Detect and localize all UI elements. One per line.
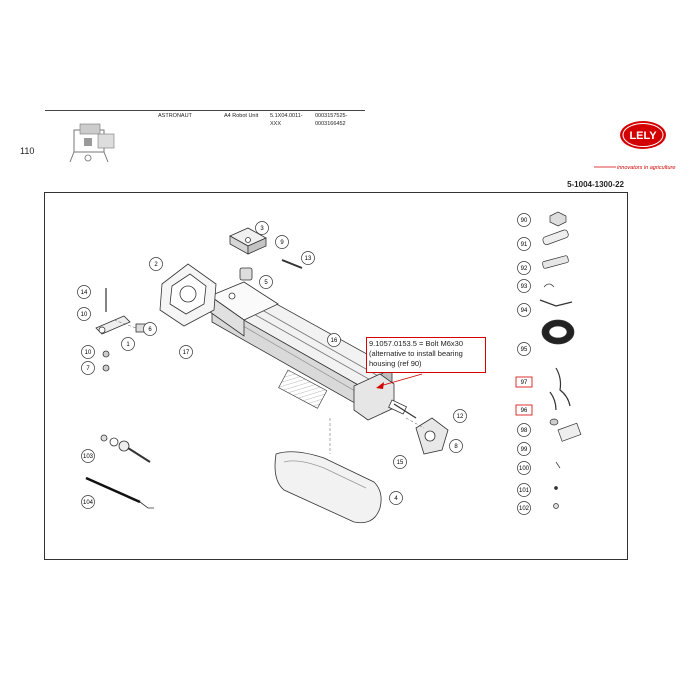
header-rule	[45, 110, 365, 111]
svg-text:LELY: LELY	[629, 130, 657, 142]
part-label-97	[516, 377, 532, 387]
svg-text:98: 98	[520, 428, 528, 434]
cable-assembly	[86, 435, 154, 508]
svg-text:92: 92	[520, 266, 528, 272]
part-label-12	[454, 410, 467, 423]
svg-text:16: 16	[330, 338, 338, 344]
part-label-92	[518, 262, 531, 275]
svg-text:102: 102	[518, 506, 530, 512]
part-label-91	[518, 238, 531, 251]
bolt-alternative-callout: 9.1057.0153.5 = Bolt M6x30 (alternative to install bearing housing (ref 90)	[366, 337, 486, 373]
svg-text:7: 7	[86, 366, 90, 372]
part-label-16	[328, 334, 341, 347]
part-label-96	[516, 405, 532, 415]
part-label-15	[394, 456, 407, 469]
header-number-range: 0003157525- 0003166452	[315, 113, 348, 127]
header-serial: 5.1X04.0011- XXX	[270, 113, 303, 127]
svg-text:97: 97	[520, 380, 528, 386]
svg-text:93: 93	[520, 284, 528, 290]
part-label-98	[518, 424, 531, 437]
part-label-2	[150, 258, 163, 271]
svg-text:9: 9	[280, 240, 284, 246]
svg-text:12: 12	[456, 414, 464, 420]
cover-tray	[275, 452, 381, 523]
part-label-14	[78, 286, 91, 299]
svg-text:13: 13	[304, 256, 312, 262]
svg-text:96: 96	[520, 408, 528, 414]
part-label-1	[122, 338, 135, 351]
part-label-102	[518, 502, 531, 515]
part-label-10a	[78, 308, 91, 321]
part-label-5	[260, 276, 273, 289]
part-label-10b	[82, 346, 95, 359]
page-number: 110	[20, 146, 35, 156]
part-label-90	[518, 214, 531, 227]
part-label-17	[180, 346, 193, 359]
svg-text:10: 10	[80, 312, 88, 318]
part-label-93	[518, 280, 531, 293]
clamp-block	[230, 228, 266, 280]
part-label-94	[518, 304, 531, 317]
svg-text:8: 8	[454, 444, 458, 450]
part-label-13	[302, 252, 315, 265]
svg-text:104: 104	[82, 500, 94, 506]
lely-logo	[586, 117, 686, 177]
part-label-3	[256, 222, 269, 235]
svg-text:2: 2	[154, 262, 158, 268]
bearing-housing	[160, 264, 216, 326]
part-label-8	[450, 440, 463, 453]
pivot-pin	[96, 288, 146, 371]
robot-unit-thumbnail	[68, 120, 120, 166]
svg-text:90: 90	[520, 218, 528, 224]
svg-text:14: 14	[80, 290, 88, 296]
svg-text:15: 15	[396, 460, 404, 466]
svg-text:1: 1	[126, 342, 130, 348]
svg-text:95: 95	[520, 347, 528, 353]
part-label-4	[390, 492, 403, 505]
svg-text:17: 17	[182, 350, 190, 356]
svg-text:101: 101	[518, 488, 530, 494]
part-label-101	[518, 484, 531, 497]
header-product: ASTRONAUT	[158, 113, 192, 119]
document-number: 5-1004-1300-22	[567, 180, 624, 189]
svg-text:4: 4	[394, 496, 398, 502]
part-label-95	[518, 343, 531, 356]
svg-text:94: 94	[520, 308, 528, 314]
part-label-7	[82, 362, 95, 375]
svg-text:6: 6	[148, 327, 152, 333]
end-bracket	[416, 418, 448, 454]
part-label-99	[518, 443, 531, 456]
part-label-104	[82, 496, 95, 509]
svg-text:10: 10	[84, 350, 92, 356]
exploded-parts-diagram	[44, 192, 628, 560]
svg-text:100: 100	[518, 466, 530, 472]
svg-text:91: 91	[520, 242, 528, 248]
part-label-103	[82, 450, 95, 463]
part-label-6	[144, 323, 157, 336]
header-unit: A4 Robot Unit	[224, 113, 259, 119]
part-label-100	[518, 462, 531, 475]
svg-text:5: 5	[264, 280, 268, 286]
service-parts	[540, 212, 581, 509]
svg-text:3: 3	[260, 226, 264, 232]
svg-text:innovators in agriculture: innovators in agriculture	[617, 165, 676, 171]
svg-text:99: 99	[520, 447, 528, 453]
part-label-9	[276, 236, 289, 249]
svg-text:103: 103	[82, 454, 94, 460]
